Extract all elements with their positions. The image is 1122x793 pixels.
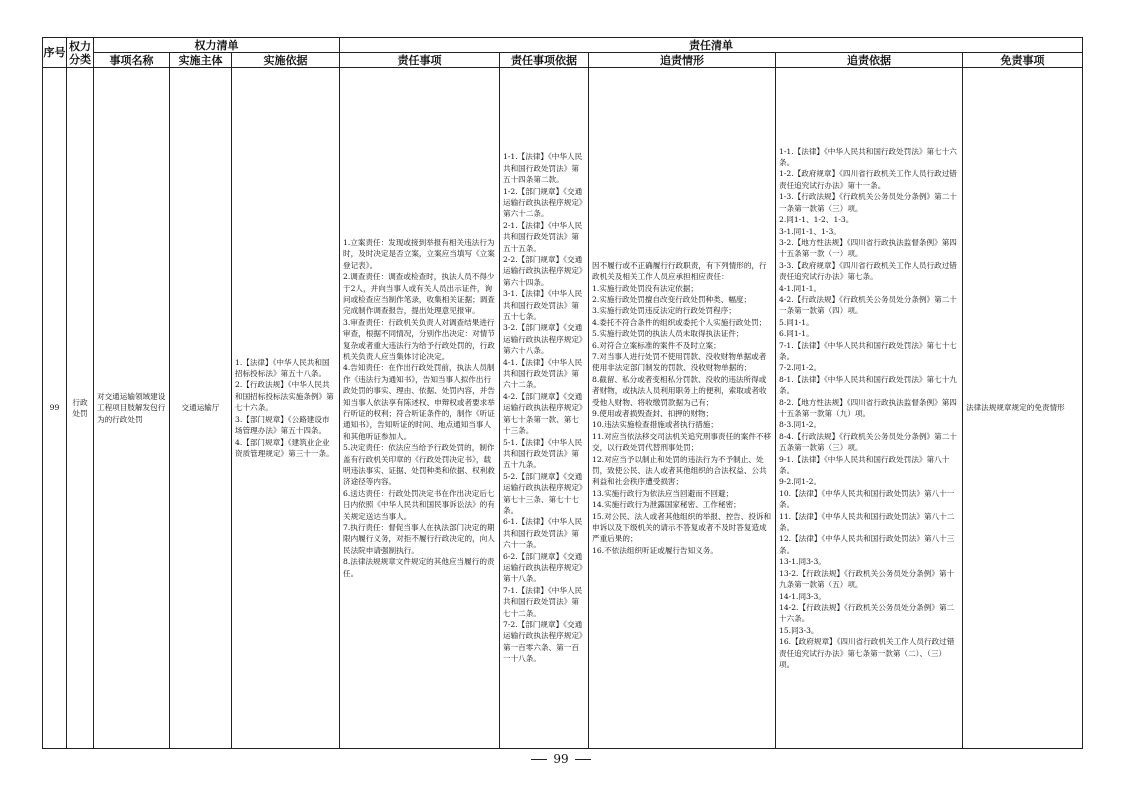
list-item: 7-2.同1-2。 [779, 363, 822, 373]
list-item: 4.委托不符合条件的组织或委托个人实施行政处罚； [592, 317, 767, 327]
row-implementation-basis [232, 68, 340, 749]
list-item: 3-2.【地方性法规】《四川省行政执法监督条例》第四十五条第一款（一）项。 [779, 237, 957, 259]
list-item: 2.实施行政处罚擅自改变行政处罚种类、幅度； [592, 294, 752, 304]
row-implementing-body: 交通运输厅 [170, 68, 232, 749]
list-item: 14-1.同3-3。 [779, 591, 826, 601]
list-item: 14-2.【行政法规】《行政机关公务员处分条例》第二十六条。 [779, 602, 955, 624]
row-number: 99 [43, 68, 67, 749]
list-item: 4-2.【部门规章】《交通运输行政执法程序规定》第七十条第一款、第七十三条。 [503, 391, 583, 436]
list-item: 3.审查责任：行政机关负责人对调查结果进行审查，根据不同情况，分别作出决定：对情节复杂或者重大违法行为给予行政处罚的，行政机关负责人应当集体讨论决定。 [343, 317, 495, 361]
list-item: 7.执行责任：督促当事人在执法部门决定的期限内履行义务，对拒不履行行政决定的，向人民法院申请强制执行。 [343, 523, 495, 555]
list-item: 6-1.【法律】《中华人民共和国行政处罚法》第六十一条。 [503, 517, 583, 550]
list-item: 3-1.【法律】《中华人民共和国行政处罚法》第五十七条。 [503, 289, 583, 322]
row-item-name: 对交通运输领域建设工程项目肢解发包行为的行政处罚 [94, 68, 170, 749]
list-item: 5.决定责任：依法应当给予行政处罚的，制作盖有行政机关印章的《行政处罚决定书》，载明违法事实、证据、处罚种类和依据、权利救济途径等内容。 [343, 443, 495, 487]
list-item: 2.调查责任：调查或检查时，执法人员不得少于2人，并向当事人或有关人员出示证件，询问或检查应当制作笔录，收集相关证据；调查完成制作调查报告，提出处理意见报审。 [343, 272, 495, 316]
list-item: 15.对公民、法人或者其他组织的举报、控告、投诉和申诉以及下级机关的请示不答复或者不及时答复造成严重后果的； [592, 511, 772, 544]
list-item: 8-3.同1-2。 [779, 420, 822, 430]
list-item: 3.【部门规章】《公路建设市场管理办法》第五十四条。 [235, 414, 330, 436]
list-item: 6.送达责任：行政处罚决定书在作出决定后七日内依照《中华人民共和国民事诉讼法》的有关规定送达当事人。 [343, 488, 495, 521]
list-item: 因不履行或不正确履行行政职责，有下列情形的，行政机关及相关工作人员应承担相应责任： [592, 260, 767, 282]
list-item: 1-3.【行政法规】《行政机关公务员处分条例》第二十一条第一款第（三）项。 [779, 192, 957, 213]
list-item: 5-2.【部门规章】《交通运输行政执法程序规定》第七十三条、第七十七条。 [503, 471, 583, 515]
row-accountability-basis [776, 68, 963, 749]
list-item: 4.【部门规章】《建筑业企业资质管理规定》第三十一条。 [235, 437, 334, 458]
list-item: 16.不依法组织听证或履行告知义务。 [592, 545, 718, 555]
list-item: 2.同1-1、1-2、1-3。 [779, 215, 854, 225]
list-item: 4-1.【法律】《中华人民共和国行政处罚法》第六十二条。 [503, 357, 583, 390]
list-item: 2.【行政法规】《中华人民共和国招标投标法实施条例》第七十六条。 [235, 380, 334, 413]
list-item: 1-1.【法律】《中华人民共和国行政处罚法》第七十六条。 [779, 146, 957, 168]
list-item: 8-2.【地方性法规】《四川省行政执法监督条例》第四十五条第一款第（九）项。 [779, 397, 957, 418]
list-item: 8.法律法规规章文件规定的其他应当履行的责任。 [343, 557, 495, 578]
list-item: 5.实施行政处罚的执法人员未取得执法证件； [592, 329, 744, 339]
list-item: 1.实施行政处罚没有法定依据； [592, 283, 698, 293]
list-item: 12.对应当予以制止和处罚的违法行为不予制止、处罚，致使公民、法人或者其他组织的合法权益、公共利益和社会秩序遭受损害； [592, 454, 767, 487]
list-item: 4-1.同1-1。 [779, 283, 822, 293]
list-item: 10.违法实施检查措施或者执行措施； [592, 420, 718, 430]
list-item: 2-1.【法律】《中华人民共和国行政处罚法》第五十五条。 [503, 220, 583, 253]
list-item: 1-1.【法律】《中华人民共和国行政处罚法》第五十四条第二款。 [503, 152, 583, 185]
list-item: 6.同1-1。 [779, 329, 814, 339]
list-item: 6.对符合立案标准的案件不及时立案； [592, 340, 721, 350]
row-category: 行政处罚 [67, 68, 94, 749]
list-item: 14.实施行政行为泄露国家秘密、工作秘密； [592, 500, 741, 510]
list-item: 6-2.【部门规章】《交通运输行政执法程序规定》第十八条。 [503, 551, 583, 584]
list-item: 13-2.【行政法规】《行政机关公务员处分条例》第十九条第一款第（五）项。 [779, 568, 955, 590]
header-responsibility-basis: 责任事项依据 [500, 53, 589, 68]
list-item: 5-1.【法律】《中华人民共和国行政处罚法》第五十九条。 [503, 437, 583, 470]
list-item: 8.截留、私分或者变相私分罚款、没收的违法所得或者财物，或执法人员利用职务上的便利，索取或者收受他人财物、将收缴罚款据为己有； [592, 374, 767, 407]
list-item: 5.同1-1。 [779, 317, 814, 327]
row-exemptions: 法律法规规章规定的免责情形 [963, 68, 1083, 749]
table-row [43, 68, 1083, 749]
list-item: 9.使用或者损毁查封、扣押的财物； [592, 409, 714, 418]
list-item: 1.立案责任：发现或接到举报有相关违法行为时，及时决定是否立案，立案应当填写《立案登记表》。 [343, 237, 495, 270]
list-item: 7-2.【部门规章】《交通运输行政执法程序规定》第一百零六条、第一百一十八条。 [503, 620, 583, 664]
list-item: 1-2.【政府规章】《四川省行政机关工作人员行政过错责任追究试行办法》第十一条。 [779, 169, 957, 190]
list-item: 9-2.同1-2。 [779, 477, 822, 487]
header-xuhao: 序号 [43, 38, 67, 68]
header-accountability-basis: 追责依据 [776, 53, 963, 68]
header-accountability-cases: 追责情形 [589, 53, 776, 68]
list-item: 8-4.【行政法规】《行政机关公务员处分条例》第二十五条第一款第（三）项。 [779, 431, 957, 453]
header-implementation-basis: 实施依据 [232, 53, 340, 68]
list-item: 15.同3-3。 [779, 625, 819, 635]
header-exemptions: 免责事项 [963, 53, 1083, 68]
list-item: 2-2.【部门规章】《交通运输行政执法程序规定》第六十四条。 [503, 255, 583, 287]
header-responsibility-items: 责任事项 [340, 53, 500, 68]
page-number-value: 99 [553, 752, 569, 766]
row-accountability-cases [589, 68, 776, 749]
header-power-category: 权力分类 [67, 38, 94, 68]
list-item: 12.【法律】《中华人民共和国行政处罚法》第八十三条。 [779, 534, 955, 555]
page-dash-left [531, 759, 547, 760]
list-item: 3-2.【部门规章】《交通运输行政执法程序规定》第六十八条。 [503, 323, 583, 356]
page-number [0, 752, 1122, 766]
power-responsibility-table [42, 37, 1083, 749]
list-item: 13-1.同3-3。 [779, 557, 826, 567]
list-item: 7.对当事人进行处罚不使用罚款、没收财物单据或者使用非法定部门制发的罚款、没收财物单据的； [592, 351, 767, 373]
list-item: 11.对应当依法移交司法机关追究刑事责任的案件不移交，以行政处罚代替刑事处罚； [592, 431, 772, 453]
row-responsibility-basis [500, 68, 589, 749]
list-item: 1-2.【部门规章】《交通运输行政执法程序规定》第六十二条。 [503, 186, 583, 219]
row-responsibility-items [340, 68, 500, 749]
page-dash-right [575, 759, 591, 760]
list-item: 13.实施行政行为依法应当回避而不回避； [592, 488, 734, 498]
list-item: 8-1.【法律】《中华人民共和国行政处罚法》第七十九条。 [779, 374, 957, 396]
header-power-list: 权力清单 [94, 38, 340, 53]
list-item: 3.实施行政处罚违反法定的行政处罚程序； [592, 306, 736, 316]
header-implementing-body: 实施主体 [170, 53, 232, 68]
list-item: 11.【法律】《中华人民共和国行政处罚法》第八十二条。 [779, 511, 955, 533]
list-item: 16.【政府规章】《四川省行政机关工作人员行政过错责任追究试行办法》第七条第一款第（二）、（三）项。 [779, 637, 955, 669]
header-responsibility-list: 责任清单 [340, 38, 1083, 53]
list-item: 9-1.【法律】《中华人民共和国行政处罚法》第八十条。 [779, 454, 950, 476]
list-item: 1.【法律】《中华人民共和国招标投标法》第五十八条。 [235, 357, 330, 379]
list-item: 4.告知责任：在作出行政处罚前，执法人员制作《违法行为通知书》，告知当事人拟作出行政处罚的事实、理由、依据、处罚内容，并告知当事人依法享有陈述权、申辩权或者要求举行听证的权利；符合听证条件的，制作《听证通知书》，告知听证的时间、地点通知当事人和其他听证参加人。 [343, 363, 495, 441]
list-item: 7-1.【法律】《中华人民共和国行政处罚法》第七十七条。 [779, 340, 957, 361]
list-item: 3-1.同1-1、1-3。 [779, 226, 841, 236]
list-item: 4-2.【行政法规】《行政机关公务员处分条例》第二十一条第一款第（四）项。 [779, 294, 957, 316]
list-item: 7-1.【法律】《中华人民共和国行政处罚法》第七十二条。 [503, 585, 583, 618]
list-item: 3-3.【政府规章】《四川省行政机关工作人员行政过错责任追究试行办法》第七条。 [779, 260, 957, 282]
list-item: 10.【法律】《中华人民共和国行政处罚法》第八十一条。 [779, 488, 955, 510]
header-item-name: 事项名称 [94, 53, 170, 68]
